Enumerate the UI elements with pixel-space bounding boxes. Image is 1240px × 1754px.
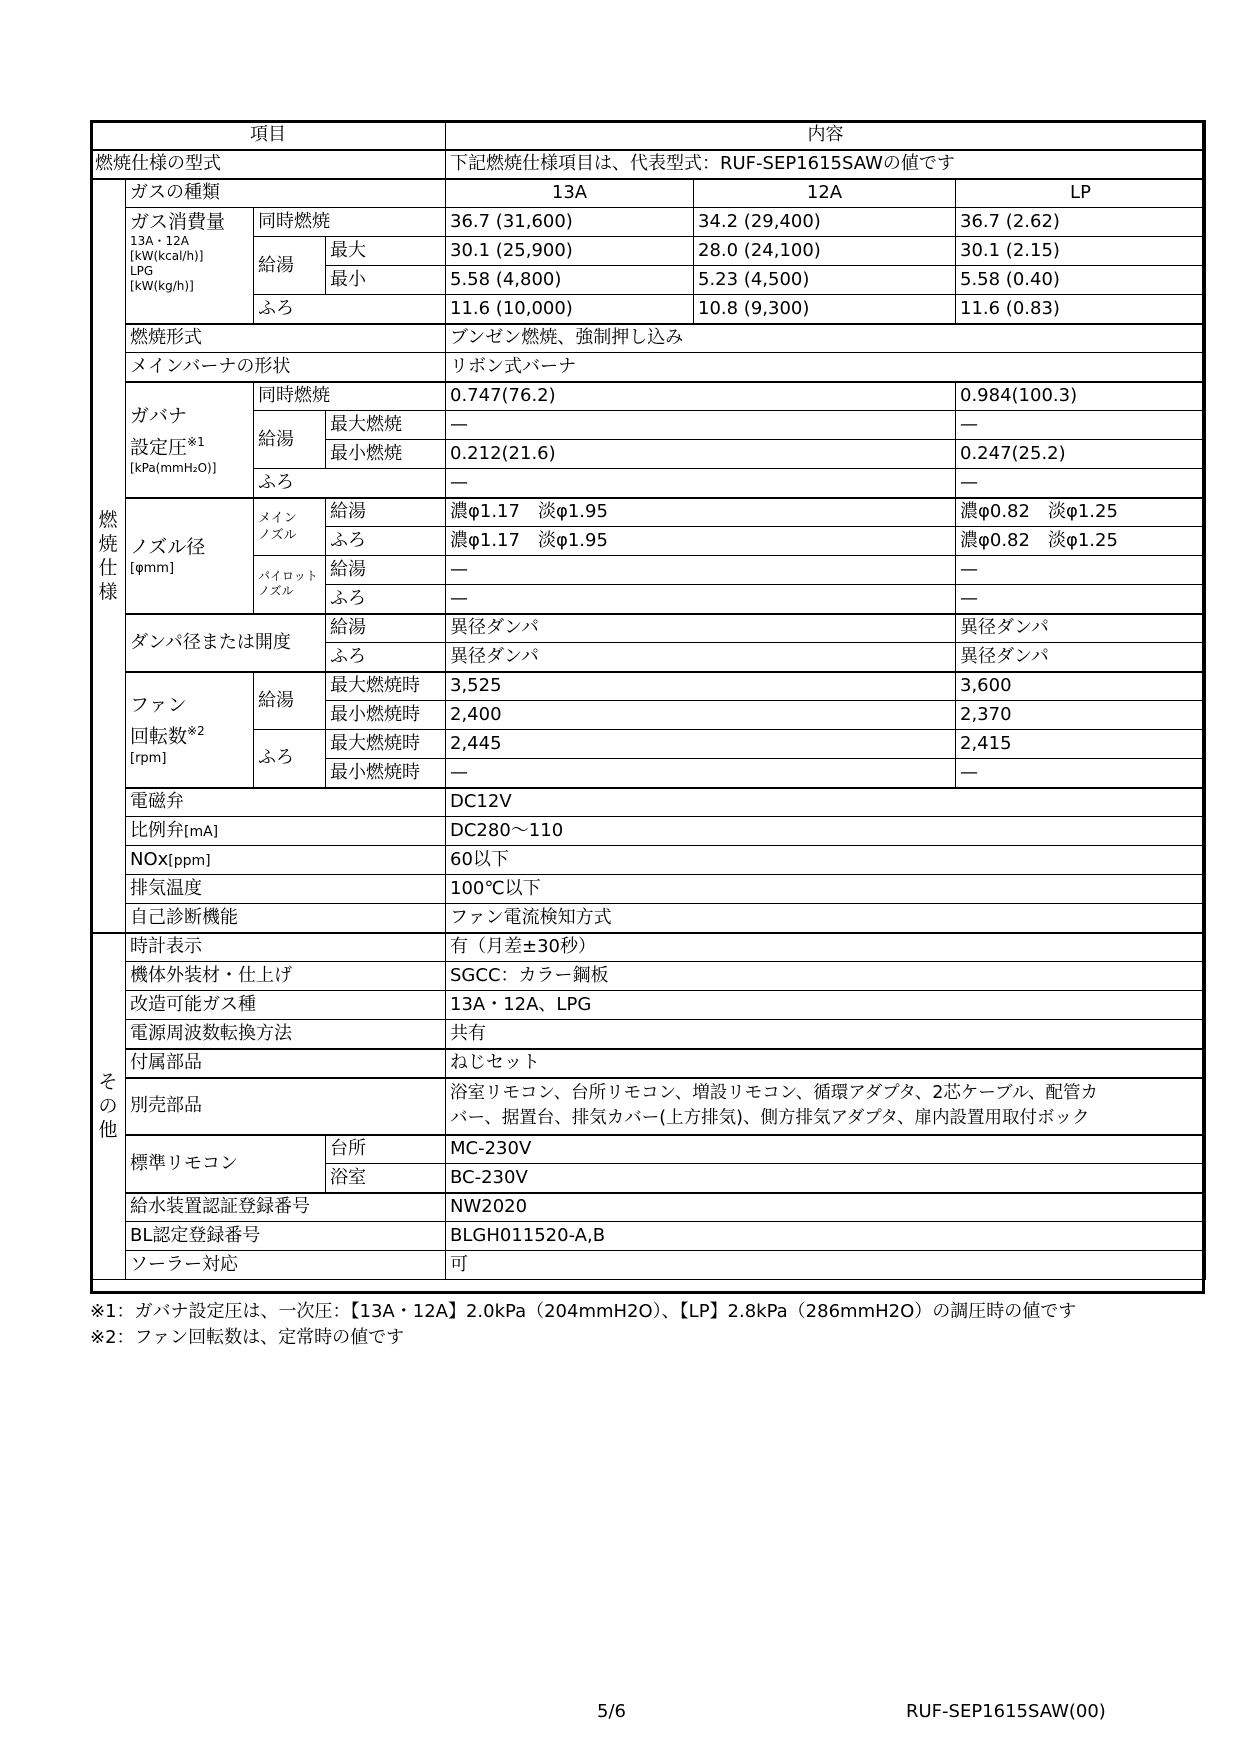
frequency-row <box>91 1020 1206 1049</box>
consumption-max-13a: 30.1 (25,900) <box>446 237 694 266</box>
burner-shape-value: リボン式バーナ <box>446 353 1206 382</box>
consumption-hot-label: 給湯 <box>254 237 326 295</box>
consumption-min-12a: 5.23 (4,500) <box>694 266 956 295</box>
nozzle-pilot-hot-13a: — <box>446 556 956 585</box>
consumption-bath-13a: 11.6 (10,000) <box>446 295 694 324</box>
water-cert-row <box>91 1193 1206 1222</box>
nozzle-pilot-label: パイロット ノズル <box>254 556 326 614</box>
fan-bath-max-lp: 2,415 <box>956 730 1206 759</box>
exhaust-row <box>91 875 1206 904</box>
nozzle-main-label: メイン ノズル <box>254 498 326 556</box>
damper-hot-13a: 異径ダンパ <box>446 614 956 643</box>
convertible-value: 13A・12A、LPG <box>446 991 1206 1020</box>
document-id: RUF-SEP1615SAW(00) <box>906 1701 1106 1722</box>
fan-hot-max-13a: 3,525 <box>446 672 956 701</box>
fan-hot-label: 給湯 <box>254 672 326 730</box>
nozzle-main-hot-13a: 濃φ1.17 淡φ1.95 <box>446 498 956 527</box>
solenoid-label: 電磁弁 <box>126 788 446 817</box>
model-label: 燃焼仕様の型式 <box>91 150 446 179</box>
fan-hot-max-row <box>91 672 1206 701</box>
bl-cert-row <box>91 1222 1206 1251</box>
nozzle-main-hot-label: 給湯 <box>326 498 446 527</box>
solar-value: 可 <box>446 1251 1206 1280</box>
optional-row <box>91 1078 1206 1135</box>
frequency-label: 電源周波数転換方法 <box>126 1020 446 1049</box>
diagnosis-value: ファン電流検知方式 <box>446 904 1206 933</box>
consumption-bath-row <box>91 295 1206 324</box>
nozzle-main-bath-lp: 濃φ0.82 淡φ1.25 <box>956 527 1206 556</box>
spec-table <box>90 120 1206 1280</box>
exhaust-value: 100℃以下 <box>446 875 1206 904</box>
accessories-row <box>91 1049 1206 1078</box>
remote-bath-label: 浴室 <box>326 1164 446 1193</box>
header-row <box>91 121 1206 150</box>
damper-bath-label: ふろ <box>326 643 446 672</box>
consumption-simul-row <box>91 208 1206 237</box>
fan-hot-min-label: 最小燃焼時 <box>326 701 446 730</box>
governor-min-lp: 0.247(25.2) <box>956 440 1206 469</box>
page-number: 5/6 <box>597 1701 626 1722</box>
burner-shape-label: メインバーナの形状 <box>126 353 446 382</box>
diagnosis-row <box>91 904 1206 933</box>
fan-bath-min-13a: — <box>446 759 956 788</box>
proportional-value: DC280～110 <box>446 817 1206 846</box>
section-combustion: 燃焼仕様 <box>91 179 126 933</box>
nozzle-pilot-hot-label: 給湯 <box>326 556 446 585</box>
nozzle-main-bath-13a: 濃φ1.17 淡φ1.95 <box>446 527 956 556</box>
damper-hot-row <box>91 614 1206 643</box>
convertible-label: 改造可能ガス種 <box>126 991 446 1020</box>
fan-bath-max-label: 最大燃焼時 <box>326 730 446 759</box>
gas-type-row <box>91 179 1206 208</box>
nozzle-main-hot-row <box>91 498 1206 527</box>
governor-simul-row <box>91 382 1206 411</box>
damper-bath-lp: 異径ダンパ <box>956 643 1206 672</box>
solar-row <box>91 1251 1206 1280</box>
optional-value: 浴室リモコン、台所リモコン、増設リモコン、循環アダプタ、2芯ケーブル、配管カ バー、据置台、排気カバー(上方排気)、側方排気アダプタ、扉内設置用取付ボック <box>446 1078 1206 1135</box>
note-2: ※2：ファン回転数は、定常時の値です <box>90 1327 405 1348</box>
gas-type-label: ガスの種類 <box>126 179 446 208</box>
governor-simul-13a: 0.747(76.2) <box>446 382 956 411</box>
section-other: その他 <box>91 933 126 1280</box>
governor-hot-label: 給湯 <box>254 411 326 469</box>
fan-hot-min-lp: 2,370 <box>956 701 1206 730</box>
frequency-value: 共有 <box>446 1020 1206 1049</box>
fan-label-cell: ファン 回転数$^{※2}$ [rpm] <box>126 672 254 788</box>
governor-simul-lp: 0.984(100.3) <box>956 382 1206 411</box>
governor-simul-label: 同時燃焼 <box>254 382 446 411</box>
consumption-simul-12a: 34.2 (29,400) <box>694 208 956 237</box>
remote-label: 標準リモコン <box>126 1135 326 1193</box>
governor-bath-row <box>91 469 1206 498</box>
consumption-simul-lp: 36.7 (2.62) <box>956 208 1206 237</box>
remote-bath-value: BC-230V <box>446 1164 1206 1193</box>
damper-hot-label: 給湯 <box>326 614 446 643</box>
consumption-max-12a: 28.0 (24,100) <box>694 237 956 266</box>
model-value: 下記燃焼仕様項目は、代表型式：RUF-SEP1615SAWの値です <box>446 150 1206 179</box>
fan-bath-min-label: 最小燃焼時 <box>326 759 446 788</box>
solar-label: ソーラー対応 <box>126 1251 446 1280</box>
gas-lp: LP <box>956 179 1206 208</box>
gas-12a: 12A <box>694 179 956 208</box>
fan-bath-min-lp: — <box>956 759 1206 788</box>
fan-bath-max-row <box>91 730 1206 759</box>
governor-max-row <box>91 411 1206 440</box>
model-row <box>91 150 1206 179</box>
solenoid-row <box>91 788 1206 817</box>
remote-kitchen-label: 台所 <box>326 1135 446 1164</box>
header-item: 項目 <box>91 121 446 150</box>
governor-min-label: 最小燃焼 <box>326 440 446 469</box>
governor-max-lp: — <box>956 411 1206 440</box>
bl-cert-value: BLGH011520-A,B <box>446 1222 1206 1251</box>
damper-hot-lp: 異径ダンパ <box>956 614 1206 643</box>
burner-shape-row <box>91 353 1206 382</box>
governor-max-label: 最大燃焼 <box>326 411 446 440</box>
nozzle-pilot-bath-label: ふろ <box>326 585 446 614</box>
consumption-max-lp: 30.1 (2.15) <box>956 237 1206 266</box>
consumption-simul-label: 同時燃焼 <box>254 208 446 237</box>
gas-13a: 13A <box>446 179 694 208</box>
consumption-bath-12a: 10.8 (9,300) <box>694 295 956 324</box>
exhaust-label: 排気温度 <box>126 875 446 904</box>
damper-label: ダンパ径または開度 <box>126 614 326 672</box>
fan-bath-max-13a: 2,445 <box>446 730 956 759</box>
nozzle-main-bath-label: ふろ <box>326 527 446 556</box>
optional-label: 別売部品 <box>126 1078 446 1135</box>
solenoid-value: DC12V <box>446 788 1206 817</box>
accessories-label: 付属部品 <box>126 1049 446 1078</box>
accessories-value: ねじセット <box>446 1049 1206 1078</box>
remote-kitchen-row <box>91 1135 1206 1164</box>
water-cert-value: NW2020 <box>446 1193 1206 1222</box>
header-content: 内容 <box>446 121 1206 150</box>
fan-hot-min-13a: 2,400 <box>446 701 956 730</box>
convertible-row <box>91 991 1206 1020</box>
fan-hot-max-label: 最大燃焼時 <box>326 672 446 701</box>
nozzle-pilot-bath-13a: — <box>446 585 956 614</box>
nozzle-pilot-hot-row <box>91 556 1206 585</box>
burn-type-row <box>91 324 1206 353</box>
consumption-min-label: 最小 <box>326 266 446 295</box>
diagnosis-label: 自己診断機能 <box>126 904 446 933</box>
exterior-value: SGCC：カラー鋼板 <box>446 962 1206 991</box>
nozzle-pilot-bath-lp: — <box>956 585 1206 614</box>
burn-type-value: ブンゼン燃焼、強制押し込み <box>446 324 1206 353</box>
fan-bath-label: ふろ <box>254 730 326 788</box>
nox-label: NOx[ppm] <box>126 846 446 875</box>
proportional-row <box>91 817 1206 846</box>
damper-bath-13a: 異径ダンパ <box>446 643 956 672</box>
consumption-bath-label: ふろ <box>254 295 446 324</box>
remote-kitchen-value: MC-230V <box>446 1135 1206 1164</box>
note-1: ※1：ガバナ設定圧は、一次圧：【13A・12A】2.0kPa（204mmH2O）、【LP】2.8kPa（286mmH2O）の調圧時の値です <box>90 1301 1077 1322</box>
consumption-label-cell: ガス消費量 13A・12A [kW(kcal/h)] LPG [kW(kg/h)] <box>126 208 254 324</box>
governor-bath-lp: — <box>956 469 1206 498</box>
governor-bath-label: ふろ <box>254 469 446 498</box>
consumption-simul-13a: 36.7 (31,600) <box>446 208 694 237</box>
water-cert-label: 給水装置認証登録番号 <box>126 1193 446 1222</box>
consumption-max-row <box>91 237 1206 266</box>
governor-label-cell: ガバナ 設定圧$^{※1}$ [kPa(mmH₂O)] <box>126 382 254 498</box>
proportional-label: 比例弁[mA] <box>126 817 446 846</box>
exterior-row <box>91 962 1206 991</box>
consumption-bath-lp: 11.6 (0.83) <box>956 295 1206 324</box>
burn-type-label: 燃焼形式 <box>126 324 446 353</box>
nozzle-label-cell: ノズル径 [φmm] <box>126 498 254 614</box>
consumption-min-13a: 5.58 (4,800) <box>446 266 694 295</box>
nozzle-main-hot-lp: 濃φ0.82 淡φ1.25 <box>956 498 1206 527</box>
consumption-min-lp: 5.58 (0.40) <box>956 266 1206 295</box>
nox-value: 60以下 <box>446 846 1206 875</box>
exterior-label: 機体外装材・仕上げ <box>126 962 446 991</box>
clock-row <box>91 933 1206 962</box>
clock-value: 有（月差±30秒） <box>446 933 1206 962</box>
governor-min-13a: 0.212(21.6) <box>446 440 956 469</box>
fan-hot-max-lp: 3,600 <box>956 672 1206 701</box>
nozzle-pilot-hot-lp: — <box>956 556 1206 585</box>
clock-label: 時計表示 <box>126 933 446 962</box>
consumption-max-label: 最大 <box>326 237 446 266</box>
nox-row <box>91 846 1206 875</box>
governor-max-13a: — <box>446 411 956 440</box>
bl-cert-label: BL認定登録番号 <box>126 1222 446 1251</box>
governor-bath-13a: — <box>446 469 956 498</box>
